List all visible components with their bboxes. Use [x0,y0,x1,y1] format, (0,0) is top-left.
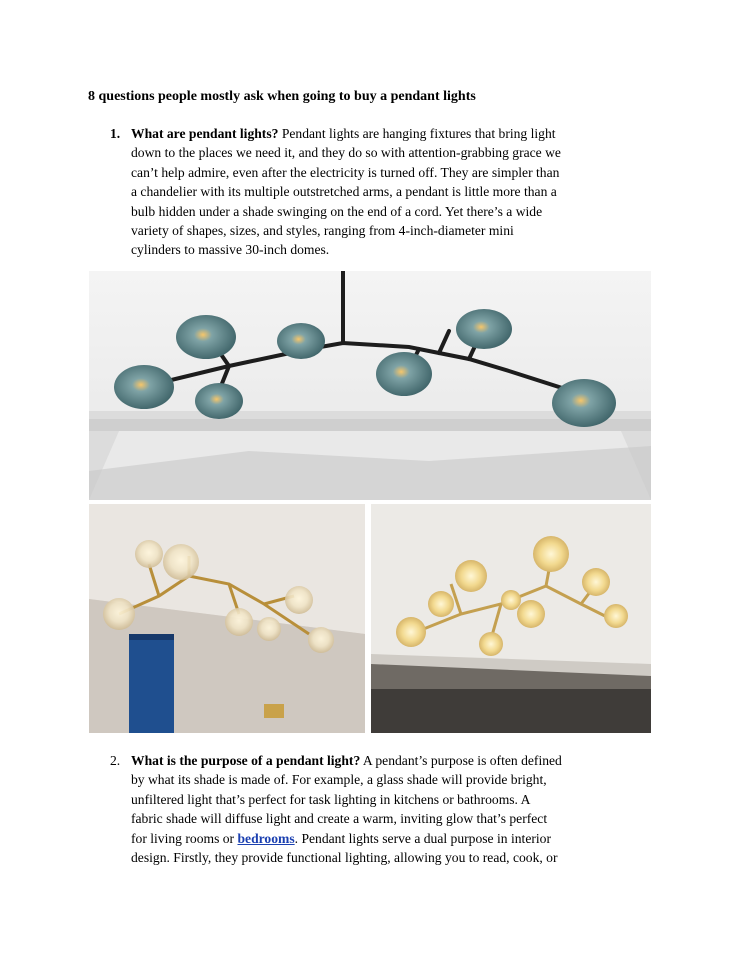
answer-text: variety of shapes, sizes, and styles, ranging from 4-inch-diameter mini [131,223,514,239]
answer-text: bulb hidden under a shade swinging on the end of a cord. Yet there’s a wide [131,203,543,219]
answer-text: Pendant lights are hanging fixtures that bring light [278,126,556,141]
answer-text: can’t help admire, even after the electricity is turned off. They are simpler than [131,164,560,180]
question-item-1 [110,124,650,260]
chandelier-photo-gold-room [89,504,365,733]
chandelier-photo-teal [89,271,651,500]
question-title: What are pendant lights? [131,126,279,141]
bedrooms-link[interactable]: bedrooms [237,830,295,846]
answer-text: unfiltered light that’s perfect for task lighting in kitchens or bathrooms. A [131,791,531,807]
answer-text: . Pendant lights serve a dual purpose in interior [294,830,551,846]
answer-text: a chandelier with its multiple outstretched arms, a pendant is little more than a [131,184,557,200]
question-item-2 [110,751,650,867]
answer-text: for living rooms or [131,830,238,846]
item-number: 2. [110,753,121,768]
article-heading: 8 questions people mostly ask when going to buy a pendant lights [88,89,476,104]
answer-text: cylinders to massive 30-inch domes. [131,242,330,258]
item-number: 1. [110,126,121,141]
chandelier-photo-gold-lit [371,504,651,733]
answer-text: design. Firstly, they provide functional lighting, allowing you to read, cook, or [131,850,558,866]
answer-text: A pendant’s purpose is often defined [360,753,562,768]
answer-text: down to the places we need it, and they do so with attention-grabbing grace we [131,145,561,161]
answer-text: by what its shade is made of. For example, a glass shade will provide bright, [131,772,547,788]
answer-text: fabric shade will diffuse light and create a warm, inviting glow that’s perfect [131,811,548,827]
question-title: What is the purpose of a pendant light? [131,753,361,768]
